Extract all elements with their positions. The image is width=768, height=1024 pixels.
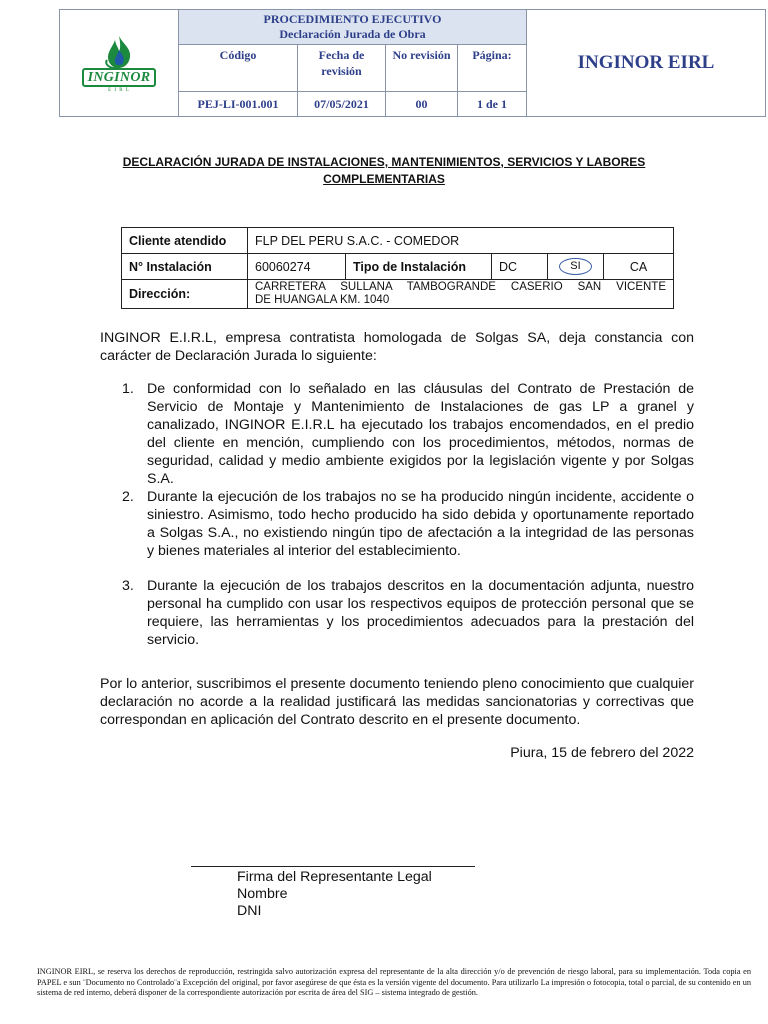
address-label: Dirección: xyxy=(122,280,248,309)
logo-cell xyxy=(60,10,179,117)
list-item-number: 2. xyxy=(122,489,134,505)
address-value xyxy=(248,280,674,309)
signature-role-label: Firma del Representante Legal xyxy=(237,869,432,885)
procedure-title-cell xyxy=(179,10,527,45)
installation-type-option-dc: DC xyxy=(492,254,548,280)
installation-type-label: Tipo de Instalación xyxy=(346,254,492,280)
signature-name-label: Nombre xyxy=(237,886,288,902)
company-logo xyxy=(60,34,178,93)
address-line2: DE HUANGALA KM. 1040 xyxy=(255,294,390,306)
list-item xyxy=(122,380,694,488)
client-label: Cliente atendido xyxy=(122,228,248,254)
logo-subtitle: E I R L xyxy=(108,87,130,93)
list-item-text: Durante la ejecución de los trabajos descritos en la documentación adjunta, nuestro personal ha cumplido con usar los respectivos equipos de protección personal que se requiere, las herramientas y los procedimientos adecuados para la prestación del servicio. xyxy=(147,578,694,648)
installation-number-label: N° Instalación xyxy=(122,254,248,280)
place-and-date: Piura, 15 de febrero del 2022 xyxy=(510,745,694,761)
list-item xyxy=(122,577,694,649)
installation-info-table xyxy=(121,227,674,309)
revision-number-label: No revisión xyxy=(386,45,458,92)
installation-number-value: 60060274 xyxy=(248,254,346,280)
list-item-number: 3. xyxy=(122,578,134,594)
revision-date-label: Fecha de revisión xyxy=(298,45,386,92)
list-item xyxy=(122,488,694,560)
installation-type-option-ca: CA xyxy=(604,254,674,280)
page-label: Página: xyxy=(458,45,527,92)
footer-disclaimer: INGINOR EIRL, se reserva los derechos de reproducción, restringida salvo autorización expresa del representante de la alta dirección y/o de prevención de riesgo laboral, para su implementación. Toda copia en PAPEL e sun ¨Documento no Controlado¨a Excepción del original, por favor asegúrese de que ésta es la versión vigente del documento. Para utilizarlo La impresión o fotocopia, total o parcial, de su contenido en un sistema de red interno, deberá disponer de la correspondiente autorización por escrita de área del SIG – sistema integrado de gestión. xyxy=(37,967,751,997)
page-value: 1 de 1 xyxy=(458,92,527,117)
document-title-line2: COMPLEMENTARIAS xyxy=(323,172,445,186)
client-value: FLP DEL PERU S.A.C. - COMEDOR xyxy=(248,228,674,254)
revision-date-value: 07/05/2021 xyxy=(298,92,386,117)
document-header-table xyxy=(59,9,766,117)
signature-line xyxy=(191,866,475,867)
company-name: INGINOR EIRL xyxy=(527,10,766,117)
procedure-subtitle: Declaración Jurada de Obra xyxy=(279,27,426,41)
closing-paragraph: Por lo anterior, suscribimos el presente documento teniendo pleno conocimiento que cualquier declaración no acorde a la realidad justificará las medidas sancionatorias y correctivas que correspondan en aplicación del Contrato descrito en el presente documento. xyxy=(100,676,694,728)
installation-type-option-si: SI xyxy=(559,258,591,275)
document-title-line1: DECLARACIÓN JURADA DE INSTALACIONES, MANTENIMIENTOS, SERVICIOS Y LABORES xyxy=(122,155,646,169)
list-item-text: De conformidad con lo señalado en las cláusulas del Contrato de Prestación de Servicio de Montaje y Mantenimiento de Instalaciones de gas LP a granel y canalizado, INGINOR E.I.R.L ha ejecutado los trabajos encomendados, en el predio del cliente en mención, cumpliendo con los procedimientos, métodos, normas de seguridad, calidad y medio ambiente exigidos por la legislación vigente y por Solgas S.A. xyxy=(147,381,694,487)
revision-number-value: 00 xyxy=(386,92,458,117)
installation-type-option-si-cell xyxy=(548,254,604,280)
document-title xyxy=(120,154,648,188)
list-item-number: 1. xyxy=(122,381,134,397)
intro-paragraph: INGINOR E.I.R.L, empresa contratista homologada de Solgas SA, deja constancia con carácter de Declaración Jurada lo siguiente: xyxy=(100,330,694,364)
address-line1: CARRETERA SULLANA TAMBOGRANDE CASERIO SAN VICENTE xyxy=(255,281,666,293)
flame-drop-logo-icon xyxy=(99,34,139,70)
signature-id-label: DNI xyxy=(237,903,262,919)
logo-wordmark: INGINOR xyxy=(82,68,157,87)
code-value: PEJ-LI-001.001 xyxy=(179,92,298,117)
procedure-title: PROCEDIMIENTO EJECUTIVO xyxy=(263,12,442,26)
code-label: Código xyxy=(179,45,298,92)
list-item-text: Durante la ejecución de los trabajos no se ha producido ningún incidente, accidente o siniestro. Asimismo, todo hecho producido ha sido debida y oportunamente reportado a Solgas S.A., no existiendo ningún tipo de afectación a la integridad de las personas y bienes materiales al interior del establecimiento. xyxy=(147,489,694,559)
